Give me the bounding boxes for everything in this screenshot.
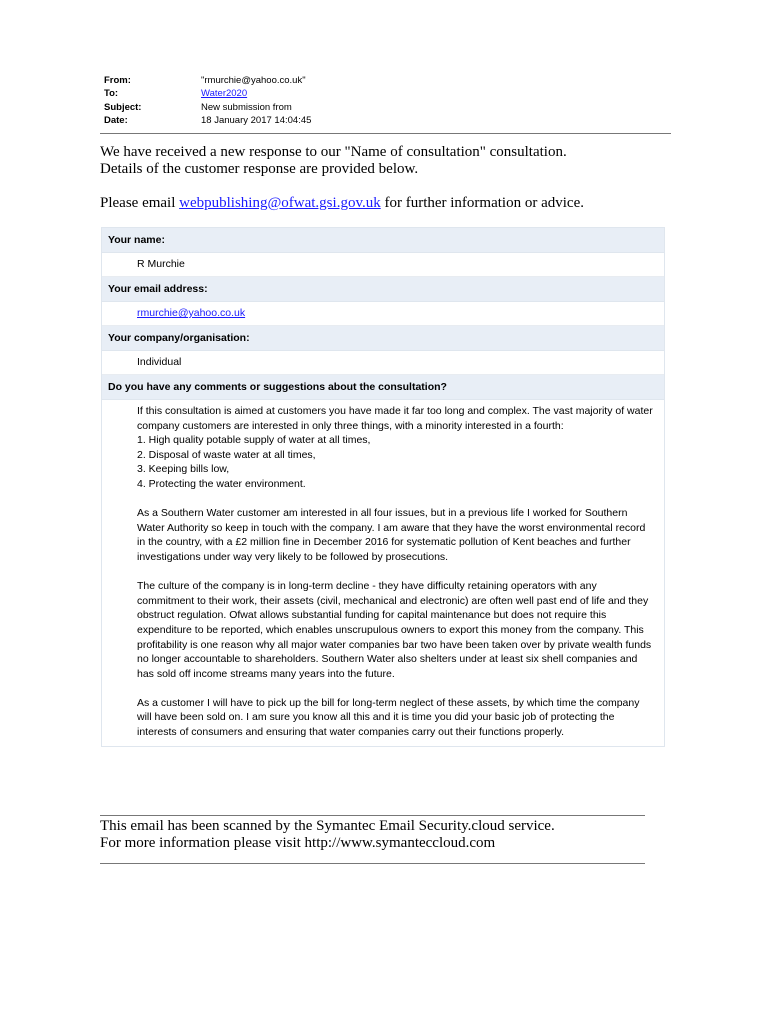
from-label: From: [104, 75, 131, 86]
email-question: Your email address: [102, 277, 664, 302]
list-item: 3. Keeping bills low, [137, 463, 230, 476]
to-row [104, 87, 311, 100]
from-value: "rmurchie@yahoo.co.uk" [201, 75, 306, 86]
comments-paragraph-2: As a Southern Water customer am interested in all four issues, but in a previous life I worked for Southern Water Authority so keep in touch with the company. I am aware that they have the worst environmental record in the country, with a £2 million fine in December 2016 for systematic pollution of Kent beaches and further investigations under way very likely to be followed by prosecutions. [137, 507, 646, 563]
contact-prefix: Please email [100, 195, 180, 211]
date-row [104, 114, 311, 127]
contact-suffix: for further information or advice. [380, 195, 584, 211]
date-value: 18 January 2017 14:04:45 [201, 115, 312, 127]
webpublishing-email-link[interactable]: webpublishing@ofwat.gsi.gov.uk [179, 195, 381, 211]
email-answer [102, 302, 664, 326]
name-answer: R Murchie [102, 253, 664, 277]
list-item: 4. Protecting the water environment. [137, 477, 306, 490]
to-value-link[interactable]: Water2020 [201, 88, 248, 100]
list-item: 1. High quality potable supply of water at all times, [137, 434, 371, 447]
response-table [101, 227, 665, 747]
footer-divider-top [100, 815, 645, 816]
list-item: 2. Disposal of waste water at all times, [137, 448, 316, 461]
comments-question: Do you have any comments or suggestions about the consultation? [102, 375, 664, 400]
name-question: Your name: [102, 228, 664, 253]
intro-text [100, 144, 680, 212]
footer-notice [100, 818, 660, 852]
comments-paragraph-4: As a customer I will have to pick up the bill for long-term neglect of these assets, by which time the company will have been sold on. I am sure you know all this and it is time you did your basic job of protecting the interests of consumers and ensuring that water companies carry out their functions properly. [137, 696, 640, 739]
footer-line-1: This email has been scanned by the Symantec Email Security.cloud service. [100, 818, 555, 834]
subject-label: Subject: [104, 101, 142, 113]
subject-value: New submission from [201, 101, 292, 113]
to-label: To: [104, 88, 119, 100]
from-row [104, 74, 311, 87]
intro-line-2: Details of the customer response are provided below. [100, 161, 419, 177]
footer-line-2: For more information please visit http://www.symanteccloud.com [100, 835, 496, 851]
comments-paragraph-3: The culture of the company is in long-term decline - they have difficulty retaining operators with any commitment to their work, their assets (civil, mechanical and electronic) are often well past end of life and they obstruct regulation. Ofwat allows substantial funding for capital maintenance but does not require this expenditure to be reported, which enables unscrupulous owners to export this money from the company. This profitability is one reason why all major water companies bar two have been taken over by private wealth funds no longer accountable to shareholders. Southern Water also shelters under at least six shell companies and has sold off income streams many years into the future. [137, 580, 652, 680]
intro-line-1: We have received a new response to our "Name of consultation" consultation. [100, 144, 567, 160]
date-label: Date: [104, 115, 128, 127]
respondent-email-link[interactable]: rmurchie@yahoo.co.uk [137, 307, 246, 319]
company-answer: Individual [102, 351, 664, 375]
footer-divider-bottom [100, 863, 645, 864]
contact-line [100, 195, 680, 212]
subject-row [104, 101, 311, 114]
header-divider [100, 133, 671, 134]
company-question: Your company/organisation: [102, 326, 664, 351]
comments-answer [102, 400, 664, 746]
email-header [104, 74, 311, 128]
comments-paragraph-1: If this consultation is aimed at customers you have made it far too long and complex. The vast majority of water company customers are interested in only three things, with a minority interested in a fourth: [137, 405, 653, 432]
